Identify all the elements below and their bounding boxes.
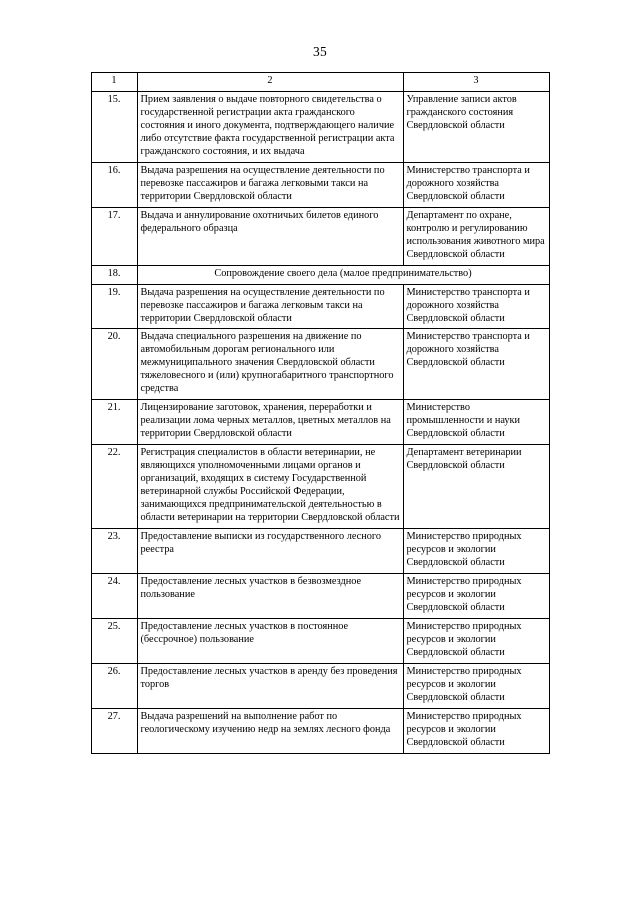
row-number: 19. [91,284,137,329]
row-number: 27. [91,708,137,753]
row-number: 23. [91,529,137,574]
row-service-name: Предоставление выписки из государственного лесного реестра [137,529,403,574]
row-organization: Управление записи актов гражданского состояния Свердловской области [403,91,549,162]
row-service-name: Предоставление лесных участков в безвозмездное пользование [137,573,403,618]
table-row [91,445,549,529]
table-row [91,573,549,618]
table-row [91,91,549,162]
row-organization: Министерство природных ресурсов и экологии Свердловской области [403,663,549,708]
table-body [91,73,549,754]
page-number: 35 [313,44,327,59]
row-service-name: Выдача специального разрешения на движение по автомобильным дорогам регионального или межмуниципального значения Свердловской области тяжеловесного и (или) крупногабаритного транспортного средства [137,329,403,400]
table-row [91,284,549,329]
row-service-name: Предоставление лесных участков в постоянное (бессрочное) пользование [137,618,403,663]
row-service-name: Выдача и аннулирование охотничьих билетов единого федерального образца [137,207,403,265]
row-number: 18. [91,265,137,284]
row-service-name: Регистрация специалистов в области ветеринарии, не являющихся уполномоченными лицами органов и организаций, входящих в систему Государственной ветеринарной службы Российской Федерации, занимающихся предпринимательской деятельностью в области ветеринарии на территории Свердловской области [137,445,403,529]
row-service-name: Выдача разрешения на осуществление деятельности по перевозке пассажиров и багажа легковыми такси на территории Свердловской области [137,162,403,207]
row-organization: Министерство транспорта и дорожного хозяйства Свердловской области [403,329,549,400]
row-section-title: Сопровождение своего дела (малое предпринимательство) [137,265,549,284]
column-header: 3 [403,73,549,92]
table-row [91,618,549,663]
table-header-row [91,73,549,92]
row-organization: Министерство природных ресурсов и экологии Свердловской области [403,529,549,574]
column-header: 1 [91,73,137,92]
row-number: 15. [91,91,137,162]
row-number: 21. [91,400,137,445]
table-row [91,529,549,574]
row-organization: Департамент по охране, контролю и регулированию использования животного мира Свердловской области [403,207,549,265]
row-number: 26. [91,663,137,708]
table-row [91,162,549,207]
row-number: 17. [91,207,137,265]
row-organization: Министерство природных ресурсов и экологии Свердловской области [403,573,549,618]
table-row [91,663,549,708]
table-row [91,708,549,753]
row-service-name: Лицензирование заготовок, хранения, переработки и реализации лома черных металлов, цветных металлов на территории Свердловской области [137,400,403,445]
row-number: 16. [91,162,137,207]
table-row [91,265,549,284]
services-table [91,72,550,754]
row-number: 25. [91,618,137,663]
table-row [91,329,549,400]
row-organization: Министерство природных ресурсов и экологии Свердловской области [403,618,549,663]
row-service-name: Выдача разрешения на осуществление деятельности по перевозке пассажиров и багажа легковым такси на территории Свердловской области [137,284,403,329]
row-service-name: Предоставление лесных участков в аренду без проведения торгов [137,663,403,708]
row-service-name: Прием заявления о выдаче повторного свидетельства о государственной регистрации акта гражданского состояния и иного документа, подтверждающего наличие либо отсутствие факта государственной регистрации акта гражданского состояния, и их выдача [137,91,403,162]
table-row [91,207,549,265]
row-organization: Департамент ветеринарии Свердловской области [403,445,549,529]
row-organization: Министерство природных ресурсов и экологии Свердловской области [403,708,549,753]
table-row [91,400,549,445]
row-organization: Министерство транспорта и дорожного хозяйства Свердловской области [403,284,549,329]
row-number: 24. [91,573,137,618]
row-service-name: Выдача разрешений на выполнение работ по геологическому изучению недр на землях лесного фонда [137,708,403,753]
row-number: 22. [91,445,137,529]
row-organization: Министерство промышленности и науки Свердловской области [403,400,549,445]
column-header: 2 [137,73,403,92]
row-number: 20. [91,329,137,400]
row-organization: Министерство транспорта и дорожного хозяйства Свердловской области [403,162,549,207]
